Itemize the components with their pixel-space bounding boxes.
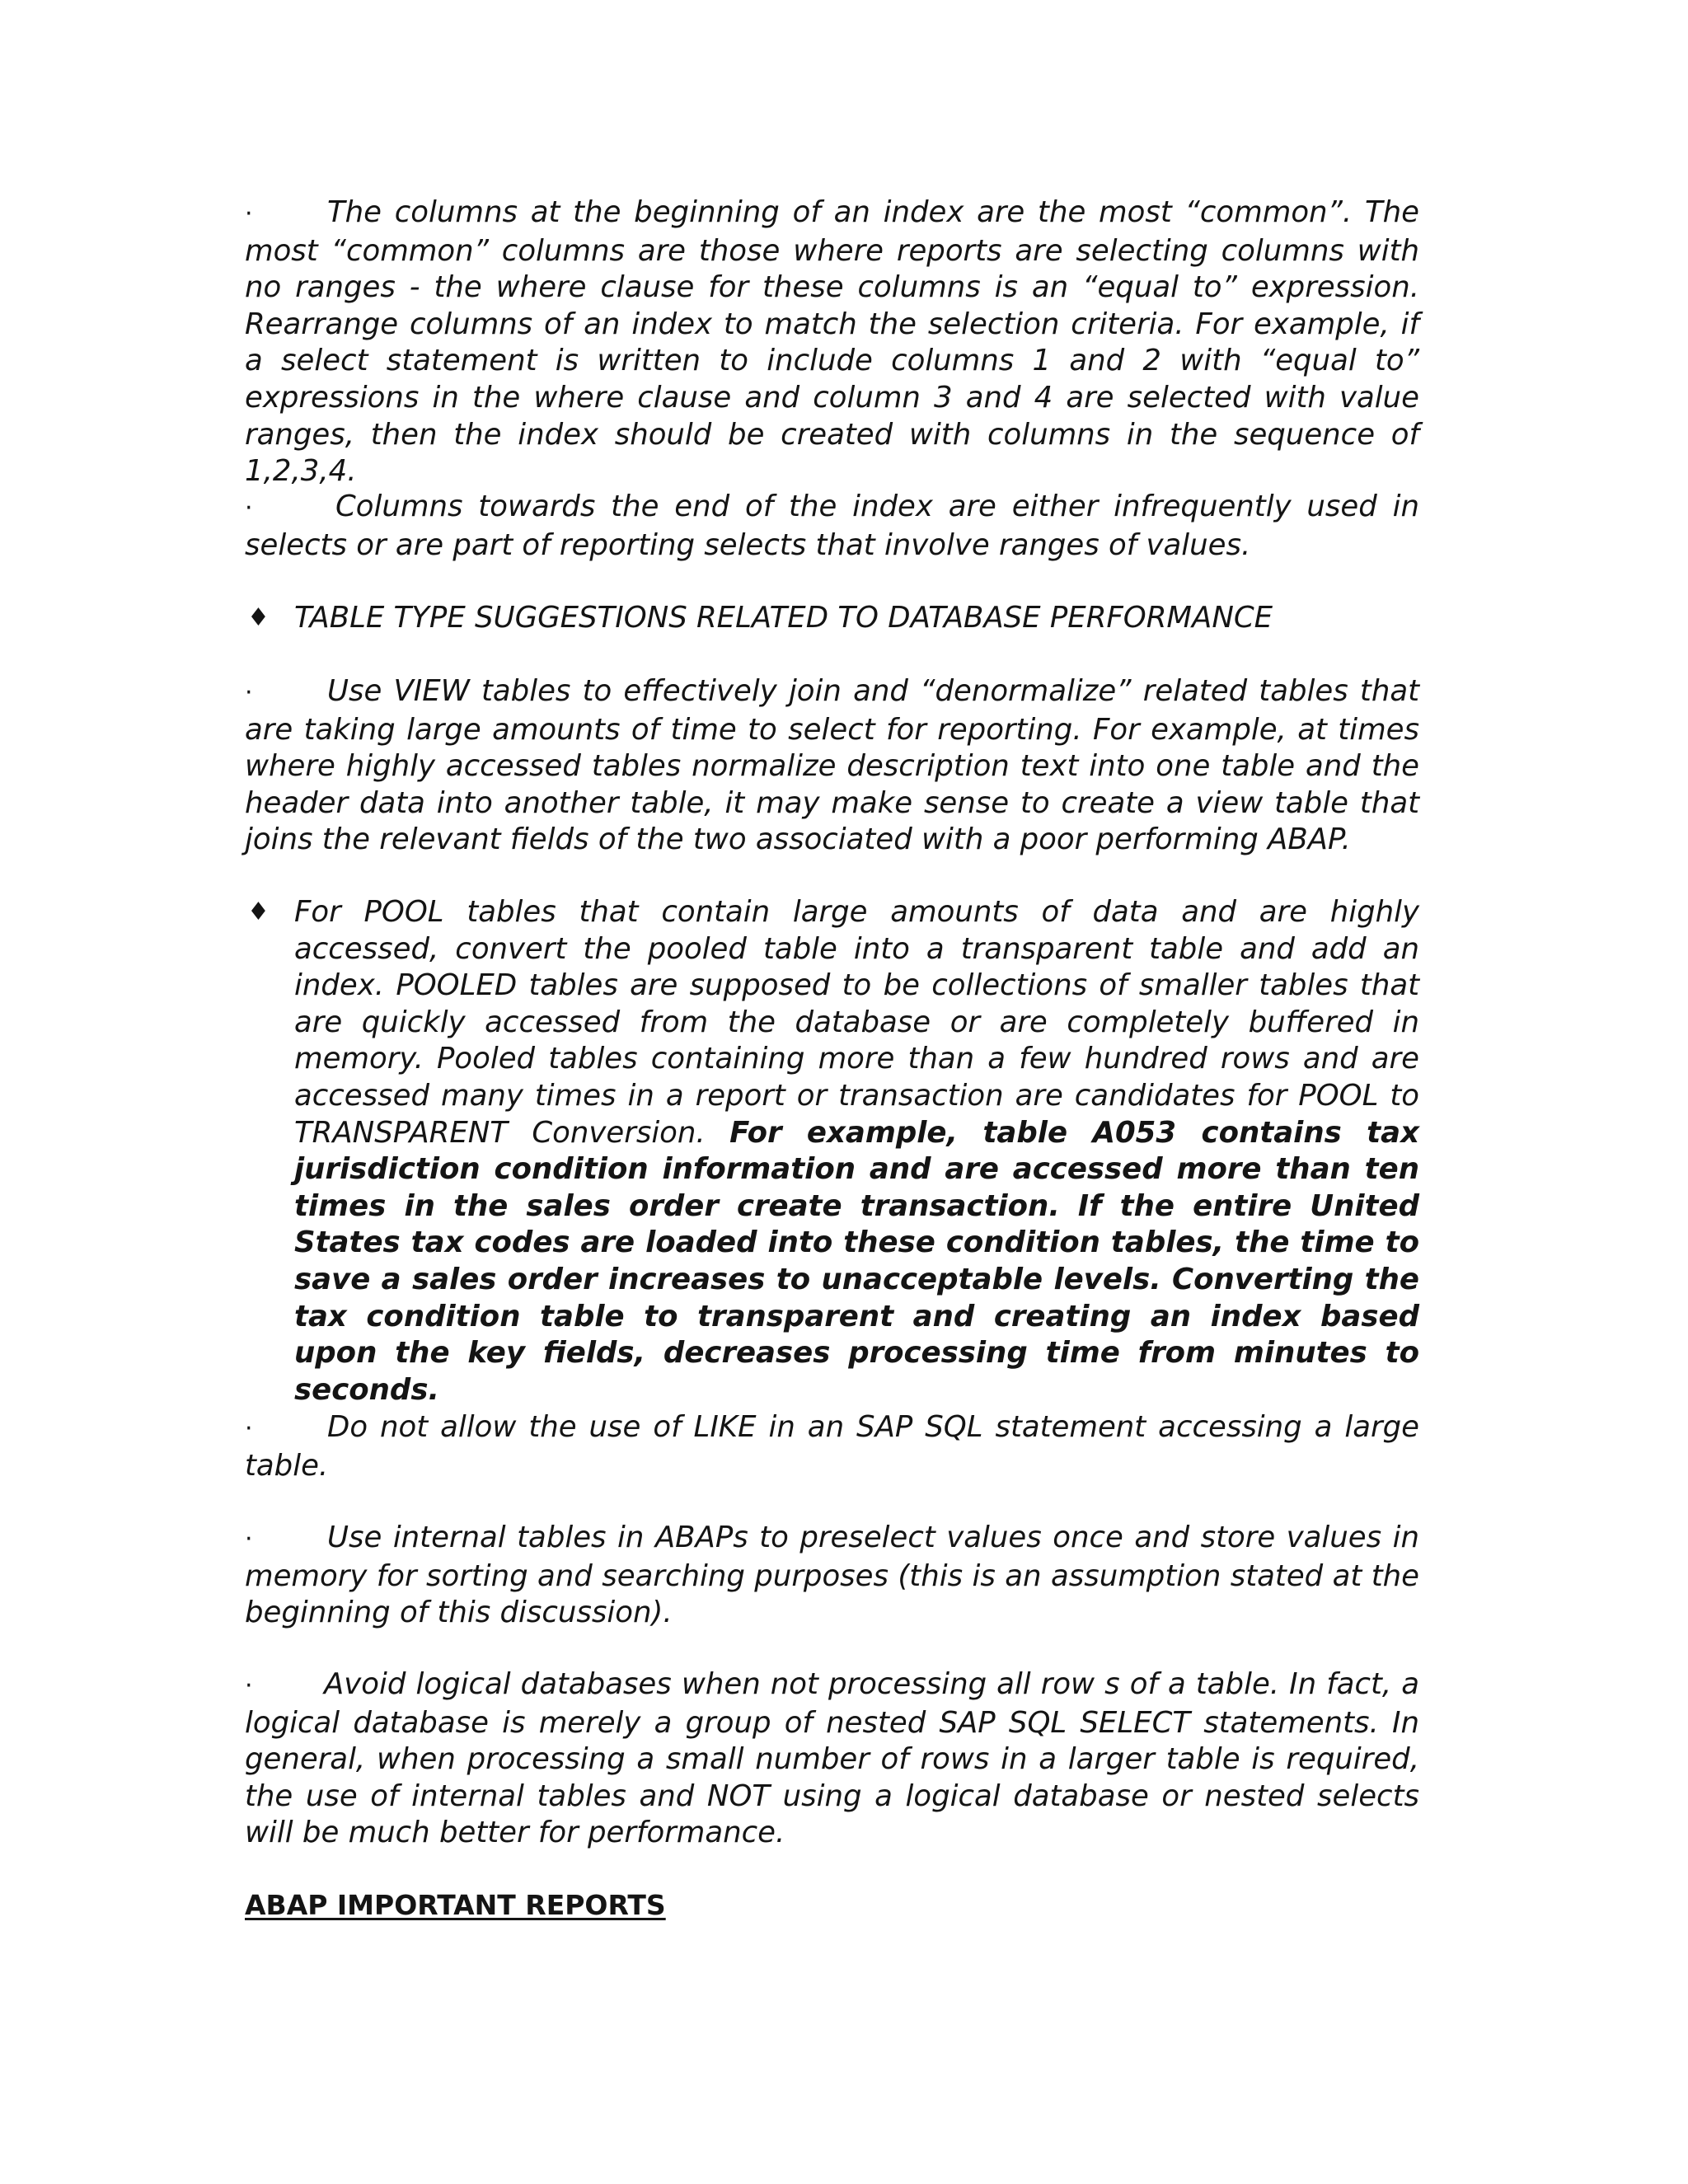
diamond-bullet-icon: ♦: [247, 603, 270, 632]
bullet-marker: ·: [245, 1414, 253, 1443]
paragraph-index-columns-end: [245, 489, 1419, 564]
paragraph-text: Avoid logical databases when not processing all row s of a table. In fact, a logical database is merely a group of nested SAP SQL SELECT statements. In general, when processing a small number of rows in a larger table is required, the use of internal tables and NOT using a logical database or nested selects will be much better for performance.: [245, 1667, 1419, 1850]
paragraph-view-tables: [245, 673, 1419, 859]
bullet-marker: ·: [245, 678, 253, 707]
paragraph-logical-databases: [245, 1666, 1419, 1852]
bullet-marker: ·: [245, 494, 253, 523]
section-heading-abap-reports: ABAP IMPORTANT REPORTS: [245, 1889, 666, 1921]
paragraph-text: Columns towards the end of the index are either infrequently used in selects or are part of reporting selects that involve ranges of values.: [245, 490, 1419, 562]
bullet-marker: ·: [245, 1671, 253, 1700]
paragraph-internal-tables: [245, 1520, 1419, 1632]
subheading-table-type-suggestions: [294, 600, 1419, 637]
subheading-text: TABLE TYPE SUGGESTIONS RELATED TO DATABASE PERFORMANCE: [294, 601, 1273, 635]
paragraph-text-bold-example: For example, table A053 contains tax jurisdiction condition information and are accessed more than ten times in the sales order create transaction. If the entire United States tax codes are loaded into these condition tables, the time to save a sales order increases to unacceptable levels. Converting the tax condition table to transparent and creating an index based upon the key fields, decreases processing time from minutes to seconds.: [294, 1115, 1420, 1407]
paragraph-text: The columns at the beginning of an index are the most “common”. The most “common” columns are those where reports are selecting columns with no ranges - the where clause for these columns is an “equal to” expression. Rearrange columns of an index to match the selection criteria. For example, if a select statement is written to include columns 1 and 2 with “equal to” expressions in the where clause and column 3 and 4 are selected with value ranges, then the index should be created with columns in the sequence of 1,2,3,4.: [245, 195, 1419, 489]
diamond-bullet-icon: ♦: [247, 898, 270, 926]
paragraph-like-statement: [245, 1409, 1419, 1484]
bullet-marker: ·: [245, 1525, 253, 1554]
paragraph-text: For POOL tables that contain large amounts of data and are highly accessed, convert the pooled table into a transparent table and add an index. POOLED tables are supposed to be collections of smaller tables that are quickly accessed from the database or are completely buffered in memory. Pooled tables containing more than a few hundred rows and are accessed many times in a report or transaction are candidates for POOL to TRANSPARENT Conversion.: [294, 895, 1419, 1150]
paragraph-text: Do not allow the use of LIKE in an SAP SQL statement accessing a large table.: [245, 1410, 1419, 1483]
paragraph-text: Use internal tables in ABAPs to preselect values once and store values in memory for sorting and searching purposes (this is an assumption stated at the beginning of this discussion).: [245, 1521, 1419, 1630]
paragraph-pool-tables: [294, 894, 1419, 1408]
paragraph-index-columns-common: [245, 194, 1419, 490]
bullet-marker: ·: [245, 199, 253, 228]
paragraph-text: Use VIEW tables to effectively join and “denormalize” related tables that are taking large amounts of time to select for reporting. For example, at times where highly accessed tables normalize description text into one table and the header data into another table, it may make sense to create a view table that joins the relevant fields of the two associated with a poor performing ABAP.: [245, 674, 1419, 857]
